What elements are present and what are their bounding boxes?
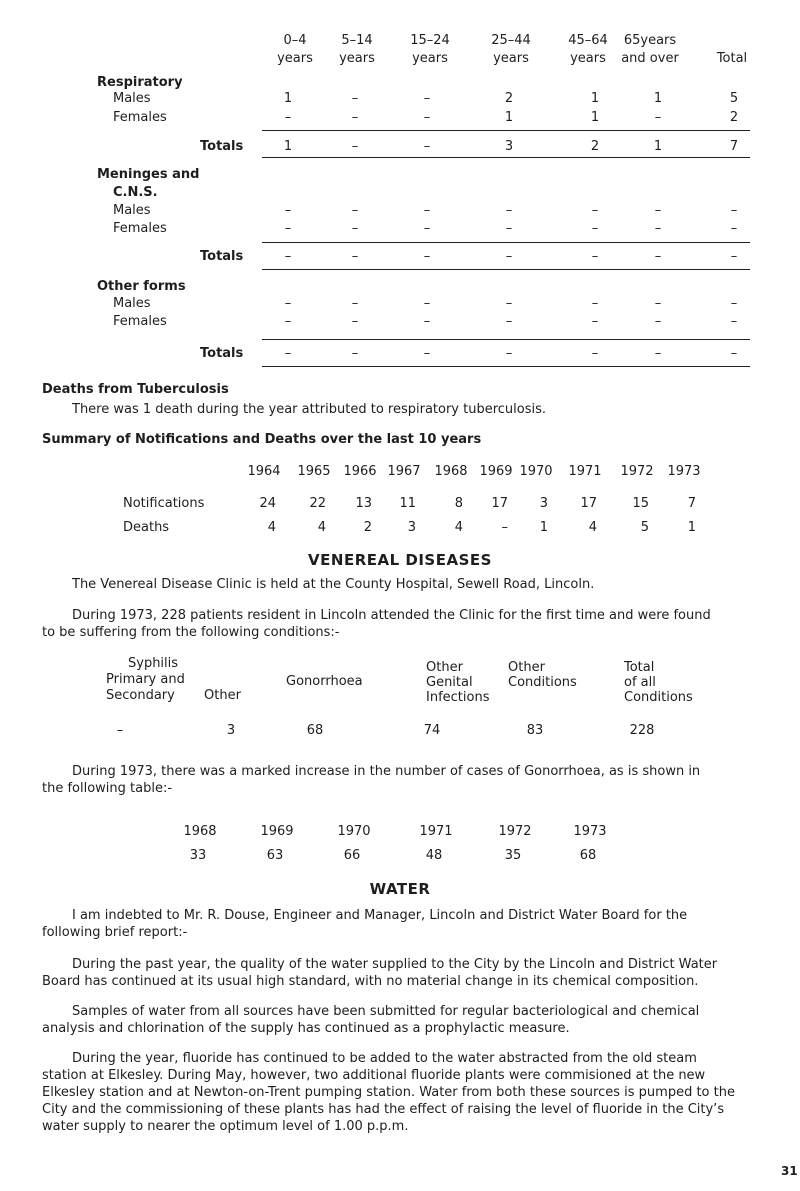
table-cell: – bbox=[284, 314, 292, 329]
row-label-totals: Totals bbox=[200, 346, 244, 361]
totals-cell: 1 bbox=[653, 139, 663, 154]
water-p1-line1: I am indebted to Mr. R. Douse, Engineer and Manager, Lincoln and District Water Board for the bbox=[72, 908, 688, 923]
table-cell: – bbox=[284, 296, 292, 311]
row-label-notifications: Notifications bbox=[123, 496, 205, 511]
summary-cell: 4 bbox=[454, 520, 463, 535]
summary-cell: 13 bbox=[355, 496, 372, 511]
gonorrhoea-cell: 63 bbox=[266, 848, 284, 863]
totals-cell: – bbox=[591, 346, 599, 361]
year-header: 1964 bbox=[247, 464, 281, 479]
summary-heading: Summary of Notifications and Deaths over the last 10 years bbox=[42, 432, 482, 447]
gonorrhoea-cell: 35 bbox=[504, 848, 522, 863]
water-p3-line1: Samples of water from all sources have been submitted for regular bacteriological and chemical bbox=[72, 1004, 700, 1019]
summary-cell: 5 bbox=[640, 520, 649, 535]
value-total: 228 bbox=[629, 723, 655, 738]
table-cell: – bbox=[423, 91, 431, 106]
gonorrhoea-cell: 66 bbox=[343, 848, 361, 863]
header-total-2: of all bbox=[624, 675, 656, 690]
table-cell: – bbox=[351, 91, 359, 106]
table-cell: – bbox=[505, 296, 513, 311]
col-header-45-64: 45–64 bbox=[568, 33, 608, 48]
summary-cell: 4 bbox=[267, 520, 276, 535]
year-header: 1970 bbox=[519, 464, 553, 479]
header-primary-and: Primary and bbox=[106, 672, 185, 687]
gonorrhoea-cell: 48 bbox=[425, 848, 443, 863]
row-label-deaths: Deaths bbox=[123, 520, 170, 535]
header-other-syphilis: Other bbox=[204, 688, 241, 703]
summary-cell: 17 bbox=[580, 496, 597, 511]
table-cell: – bbox=[351, 296, 359, 311]
totals-cell: 2 bbox=[590, 139, 600, 154]
table-cell: – bbox=[423, 221, 431, 236]
table-cell: 1 bbox=[590, 91, 600, 106]
table-cell: 5 bbox=[729, 91, 739, 106]
value-other-conditions: 83 bbox=[526, 723, 544, 738]
table-cell: – bbox=[654, 110, 662, 125]
row-label-females: Females bbox=[113, 110, 167, 125]
value-gonorrhoea: 68 bbox=[306, 723, 324, 738]
totals-cell: 7 bbox=[729, 139, 739, 154]
summary-cell: 17 bbox=[491, 496, 508, 511]
table-cell: – bbox=[423, 110, 431, 125]
table-rule bbox=[262, 269, 750, 270]
water-heading: WATER bbox=[369, 880, 431, 898]
totals-cell: – bbox=[351, 139, 359, 154]
table-cell: 2 bbox=[729, 110, 739, 125]
year-header: 1965 bbox=[297, 464, 331, 479]
header-total-3: Conditions bbox=[624, 690, 693, 705]
summary-cell: 1 bbox=[687, 520, 696, 535]
table-cell: – bbox=[423, 203, 431, 218]
year-header: 1971 bbox=[419, 824, 453, 839]
year-header: 1968 bbox=[183, 824, 217, 839]
totals-cell: – bbox=[423, 249, 431, 264]
totals-cell: – bbox=[351, 346, 359, 361]
col-header-25-44-sub: years bbox=[493, 51, 529, 66]
venereal-p3-line1: During 1973, there was a marked increase in the number of cases of Gonorrhoea, as is shown in bbox=[72, 764, 701, 779]
totals-cell: – bbox=[505, 249, 513, 264]
deaths-heading: Deaths from Tuberculosis bbox=[42, 382, 229, 397]
header-other-cond-1: Other bbox=[508, 660, 545, 675]
water-p4-line4: City and the commissioning of these plants has had the effect of raising the level of fluoride in the City’s bbox=[42, 1102, 725, 1117]
year-header: 1967 bbox=[387, 464, 421, 479]
venereal-heading: VENEREAL DISEASES bbox=[308, 551, 492, 569]
table-rule bbox=[262, 339, 750, 340]
page-number: 31 bbox=[781, 1164, 798, 1178]
table-rule bbox=[262, 157, 750, 158]
table-cell: 1 bbox=[283, 91, 293, 106]
water-p2-line2: Board has continued at its usual high standard, with no material change in its chemical composition. bbox=[42, 974, 699, 989]
summary-cell: 4 bbox=[588, 520, 597, 535]
summary-cell: 3 bbox=[407, 520, 416, 535]
year-header: 1972 bbox=[620, 464, 654, 479]
year-header: 1969 bbox=[260, 824, 294, 839]
table-cell: – bbox=[351, 110, 359, 125]
venereal-p2-line2: to be suffering from the following conditions:- bbox=[42, 625, 340, 640]
header-gonorrhoea: Gonorrhoea bbox=[286, 674, 363, 689]
table-cell: 1 bbox=[504, 110, 514, 125]
header-syphilis: Syphilis bbox=[128, 656, 179, 671]
value-other-syphilis: 3 bbox=[226, 723, 236, 738]
table-cell: 1 bbox=[653, 91, 663, 106]
water-p3-line2: analysis and chlorination of the supply has continued as a prophylactic measure. bbox=[42, 1021, 570, 1036]
col-header-65-over: 65years bbox=[623, 33, 677, 48]
gonorrhoea-cell: 33 bbox=[189, 848, 207, 863]
totals-cell: – bbox=[654, 346, 662, 361]
section-title-cns: C.N.S. bbox=[113, 185, 158, 200]
totals-cell: – bbox=[730, 249, 738, 264]
summary-cell: – bbox=[501, 520, 508, 535]
water-p4-line1: During the year, fluoride has continued to be added to the water abstracted from the old steam bbox=[72, 1051, 697, 1066]
table-cell: – bbox=[284, 110, 292, 125]
col-header-45-64-sub: years bbox=[570, 51, 606, 66]
summary-cell: 8 bbox=[454, 496, 463, 511]
summary-cell: 2 bbox=[363, 520, 372, 535]
totals-cell: 1 bbox=[283, 139, 293, 154]
table-cell: – bbox=[730, 296, 738, 311]
col-header-5-14: 5–14 bbox=[341, 33, 373, 48]
table-cell: – bbox=[351, 203, 359, 218]
venereal-intro: The Venereal Disease Clinic is held at the County Hospital, Sewell Road, Lincoln. bbox=[72, 577, 595, 592]
summary-cell: 7 bbox=[687, 496, 696, 511]
table-rule bbox=[262, 242, 750, 243]
table-rule bbox=[262, 130, 750, 131]
totals-cell: – bbox=[591, 249, 599, 264]
col-header-0-4: 0–4 bbox=[283, 33, 307, 48]
year-header: 1968 bbox=[434, 464, 468, 479]
header-other-cond-2: Conditions bbox=[508, 675, 577, 690]
table-cell: – bbox=[730, 314, 738, 329]
deaths-text: There was 1 death during the year attributed to respiratory tuberculosis. bbox=[72, 402, 547, 417]
totals-cell: – bbox=[423, 346, 431, 361]
table-cell: – bbox=[423, 296, 431, 311]
summary-cell: 1 bbox=[539, 520, 548, 535]
summary-cell: 4 bbox=[317, 520, 326, 535]
year-header: 1971 bbox=[568, 464, 602, 479]
summary-cell: 3 bbox=[539, 496, 548, 511]
row-label-totals: Totals bbox=[200, 139, 244, 154]
row-label-females: Females bbox=[113, 314, 167, 329]
year-header: 1972 bbox=[498, 824, 532, 839]
water-p4-line2: station at Elkesley. During May, however, two additional fluoride plants were commisioned at the new bbox=[42, 1068, 706, 1083]
table-cell: – bbox=[505, 314, 513, 329]
venereal-p3-line2: the following table:- bbox=[42, 781, 173, 796]
row-label-males: Males bbox=[113, 91, 151, 106]
table-cell: – bbox=[505, 221, 513, 236]
table-cell: – bbox=[351, 314, 359, 329]
col-header-5-14-sub: years bbox=[339, 51, 375, 66]
col-header-15-24-sub: years bbox=[412, 51, 448, 66]
col-header-25-44: 25–44 bbox=[491, 33, 531, 48]
table-cell: 1 bbox=[590, 110, 600, 125]
totals-cell: – bbox=[730, 346, 738, 361]
water-p4-line5: water supply to nearer the optimum level of 1.00 p.p.m. bbox=[42, 1119, 409, 1134]
table-cell: – bbox=[654, 221, 662, 236]
totals-cell: – bbox=[654, 249, 662, 264]
section-title-respiratory: Respiratory bbox=[97, 75, 183, 90]
table-cell: – bbox=[505, 203, 513, 218]
summary-cell: 22 bbox=[309, 496, 326, 511]
row-label-males: Males bbox=[113, 296, 151, 311]
value-primary-secondary: – bbox=[116, 723, 124, 738]
header-other-genital-3: Infections bbox=[426, 690, 490, 705]
row-label-totals: Totals bbox=[200, 249, 244, 264]
totals-cell: 3 bbox=[504, 139, 514, 154]
table-cell: – bbox=[284, 221, 292, 236]
totals-cell: – bbox=[423, 139, 431, 154]
header-secondary: Secondary bbox=[106, 688, 175, 703]
table-cell: 2 bbox=[504, 91, 514, 106]
section-title-meninges: Meninges and bbox=[97, 167, 200, 182]
year-header: 1969 bbox=[479, 464, 513, 479]
year-header: 1966 bbox=[343, 464, 377, 479]
year-header: 1973 bbox=[667, 464, 701, 479]
summary-cell: 15 bbox=[632, 496, 649, 511]
table-cell: – bbox=[351, 221, 359, 236]
water-p4-line3: Elkesley station and at Newton-on-Trent pumping station. Water from both these sources is pumped to the bbox=[42, 1085, 735, 1100]
header-other-genital-1: Other bbox=[426, 660, 463, 675]
venereal-p2-line1: During 1973, 228 patients resident in Lincoln attended the Clinic for the first time and were found bbox=[72, 608, 711, 623]
col-header-0-4-sub: years bbox=[277, 51, 313, 66]
table-cell: – bbox=[654, 203, 662, 218]
totals-cell: – bbox=[505, 346, 513, 361]
table-rule bbox=[262, 366, 750, 367]
header-other-genital-2: Genital bbox=[426, 675, 473, 690]
summary-cell: 24 bbox=[259, 496, 276, 511]
table-cell: – bbox=[423, 314, 431, 329]
summary-cell: 11 bbox=[399, 496, 416, 511]
row-label-females: Females bbox=[113, 221, 167, 236]
gonorrhoea-cell: 68 bbox=[579, 848, 597, 863]
table-cell: – bbox=[654, 314, 662, 329]
table-cell: – bbox=[284, 203, 292, 218]
table-cell: – bbox=[591, 296, 599, 311]
table-cell: – bbox=[730, 221, 738, 236]
totals-cell: – bbox=[284, 346, 292, 361]
value-other-genital: 74 bbox=[423, 723, 441, 738]
year-header: 1970 bbox=[337, 824, 371, 839]
table-cell: – bbox=[591, 221, 599, 236]
table-cell: – bbox=[730, 203, 738, 218]
col-header-total: Total bbox=[716, 51, 748, 66]
col-header-15-24: 15–24 bbox=[410, 33, 450, 48]
water-p1-line2: following brief report:- bbox=[42, 925, 188, 940]
water-p2-line1: During the past year, the quality of the water supplied to the City by the Lincoln and District Water bbox=[72, 957, 718, 972]
section-title-other-forms: Other forms bbox=[97, 279, 186, 294]
totals-cell: – bbox=[284, 249, 292, 264]
totals-cell: – bbox=[351, 249, 359, 264]
table-cell: – bbox=[591, 203, 599, 218]
row-label-males: Males bbox=[113, 203, 151, 218]
col-header-65-over-sub: and over bbox=[621, 51, 679, 66]
year-header: 1973 bbox=[573, 824, 607, 839]
table-cell: – bbox=[654, 296, 662, 311]
table-cell: – bbox=[591, 314, 599, 329]
header-total-1: Total bbox=[624, 660, 655, 675]
